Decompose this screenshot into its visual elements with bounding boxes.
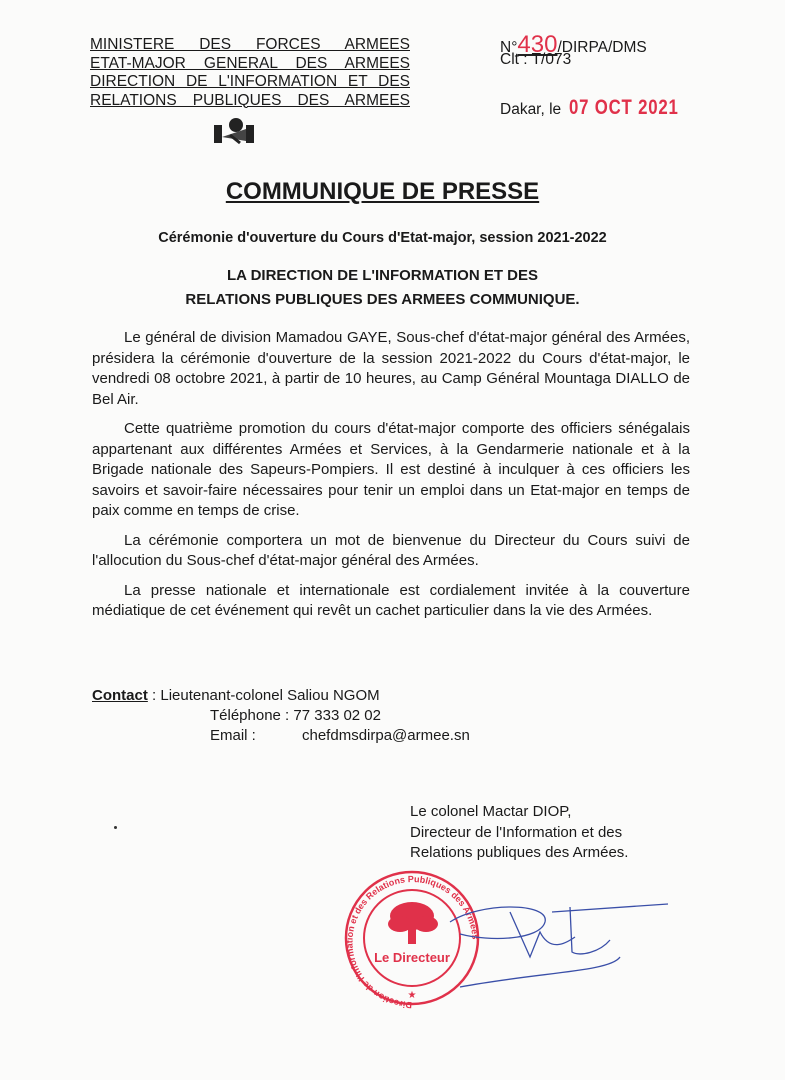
signatory-block: Le colonel Mactar DIOP, Directeur de l'Information et des Relations publiques des Armées. [410, 803, 629, 861]
letterhead-line: DIRECTION DE L'INFORMATION ET DES [90, 73, 410, 90]
date-line: Dakar, le 07 OCT 2021 [500, 96, 679, 119]
paragraph: Cette quatrième promotion du cours d'état-major comporte des officiers sénégalais appartenant aux différentes Armées et Services, à la Gendarmerie nationale et à la Brigade nationale des Sapeurs-Pompiers. Il est destiné à inculquer à ces officiers les savoirs et savoir-faire nécessaires pour tenir un emploi dans un Etat-major en temps de paix comme en temps de crise. [92, 420, 690, 519]
baobab-tree-icon [388, 902, 438, 944]
dirpa-emblem-icon [212, 117, 256, 145]
letterhead-line: ETAT-MAJOR GENERAL DES ARMEES [90, 54, 410, 72]
reference-block: N°430/DIRPA/DMS Clt : T/073 [500, 31, 647, 68]
paragraph: La cérémonie comportera un mot de bienvenue du Directeur du Cours suivi de l'allocution du Sous-chef d'état-major général des Armées. [92, 531, 690, 569]
date-stamp: 07 OCT 2021 [569, 96, 679, 119]
svg-text:Direction de l'Information et: Direction de l'Information et des Relations Publiques des Armées [344, 873, 481, 1011]
phone: 77 333 02 02 [293, 707, 381, 724]
page-title: COMMUNIQUE DE PRESSE [225, 178, 540, 205]
communique-heading: LA DIRECTION DE L'INFORMATION ET DES RELATIONS PUBLIQUES DES ARMEES COMMUNIQUE. [185, 267, 580, 308]
letterhead-line: RELATIONS PUBLIQUES DES ARMEES [90, 91, 410, 109]
body-text [92, 328, 690, 631]
svg-text:★: ★ [407, 990, 417, 1001]
email: chefdmsdirpa@armee.sn [302, 727, 470, 744]
speck [114, 826, 117, 829]
letterhead [90, 36, 410, 110]
paragraph: Le général de division Mamadou GAYE, Sous-chef d'état-major général des Armées, présidera la cérémonie d'ouverture de la session 2021-2022 du Cours d'état-major, le vendredi 08 octobre 2021, à partir de 10 heures, au Camp Général Mountaga DIALLO de Bel Air. [92, 329, 690, 408]
paragraph: La presse nationale et internationale est cordialement invitée à la couverture médiatique de cet événement qui revêt un cachet particulier dans la vie des Armées. [92, 581, 690, 619]
subtitle: Cérémonie d'ouverture du Cours d'Etat-major, session 2021-2022 [158, 230, 607, 246]
contact-block: Contact : Lieutenant-colonel Saliou NGOM Téléphone : 77 333 02 02 Email : chefdmsdirpa@armee.sn [92, 687, 470, 744]
reference-number: 430 [517, 31, 558, 58]
letterhead-line: MINISTERE DES FORCES ARMEES [90, 36, 410, 53]
classification: Clt : T/073 [500, 51, 572, 68]
handwritten-signature [450, 904, 668, 987]
official-stamp-and-signature [340, 862, 680, 1012]
svg-text:Le Directeur: Le Directeur [374, 950, 450, 965]
